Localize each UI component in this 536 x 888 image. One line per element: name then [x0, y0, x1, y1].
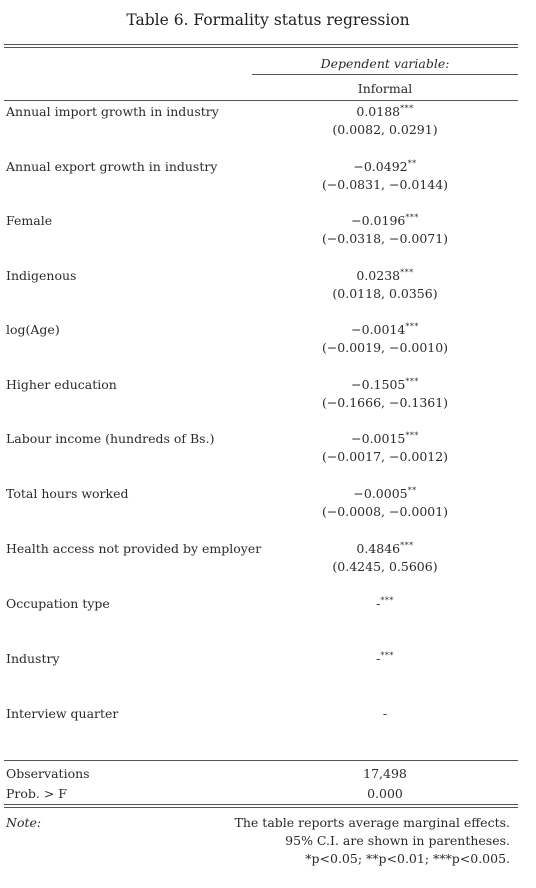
note-line: The table reports average marginal effects.: [234, 815, 510, 830]
row-label: Annual import growth in industry: [6, 104, 219, 119]
stat-value: 17,498: [363, 766, 407, 781]
row-label: Higher education: [6, 377, 117, 392]
top-double-rule: [4, 44, 518, 48]
row-estimate: −0.1505***: [351, 377, 419, 392]
stat-label: Prob. > F: [6, 786, 67, 801]
stat-value: 0.000: [367, 786, 403, 801]
column-header-informal: Informal: [357, 81, 413, 96]
row-estimate: −0.0196***: [351, 213, 419, 228]
stats-top-rule: [4, 760, 518, 761]
row-label: Occupation type: [6, 596, 110, 611]
row-estimate: 0.0188***: [356, 104, 414, 119]
row-ci: (0.0082, 0.0291): [332, 122, 438, 137]
row-estimate: -***: [376, 651, 394, 666]
row-estimate: -***: [376, 596, 394, 611]
row-label: Industry: [6, 651, 60, 666]
row-ci: (0.4245, 0.5606): [332, 559, 438, 574]
row-ci: (−0.0831, −0.0144): [321, 177, 449, 192]
row-ci: (−0.0008, −0.0001): [321, 504, 449, 519]
row-estimate: 0.0238***: [356, 268, 414, 283]
row-ci: (−0.0017, −0.0012): [321, 449, 449, 464]
row-estimate: −0.0492**: [353, 159, 417, 174]
row-estimate: −0.0005**: [353, 486, 417, 501]
row-label: Indigenous: [6, 268, 77, 283]
note-label: Note:: [6, 815, 42, 830]
stat-label: Observations: [6, 766, 90, 781]
row-ci: (−0.1666, −0.1361): [321, 395, 449, 410]
note-line: 95% C.I. are shown in parentheses.: [285, 833, 510, 848]
row-estimate: -: [382, 706, 388, 721]
row-ci: (−0.0318, −0.0071): [321, 231, 449, 246]
row-estimate: −0.0014***: [351, 322, 419, 337]
row-ci: (−0.0019, −0.0010): [321, 340, 449, 355]
row-ci: (0.0118, 0.0356): [332, 286, 438, 301]
row-label: Health access not provided by employer: [6, 541, 262, 556]
row-estimate: 0.4846***: [356, 541, 414, 556]
header-bottom-rule: [4, 100, 518, 101]
row-label: log(Age): [6, 322, 60, 337]
note-line: *p<0.05; **p<0.01; ***p<0.005.: [305, 851, 510, 866]
row-label: Labour income (hundreds of Bs.): [6, 431, 215, 446]
row-label: Female: [6, 213, 53, 228]
table-title: Table 6. Formality status regression: [126, 11, 410, 29]
dependent-variable-label: Dependent variable:: [320, 56, 450, 71]
row-label: Interview quarter: [6, 706, 119, 721]
row-label: Annual export growth in industry: [6, 159, 218, 174]
header-underline-rule: [252, 74, 518, 75]
row-label: Total hours worked: [6, 486, 129, 501]
row-estimate: −0.0015***: [351, 431, 419, 446]
bottom-double-rule: [4, 804, 518, 808]
